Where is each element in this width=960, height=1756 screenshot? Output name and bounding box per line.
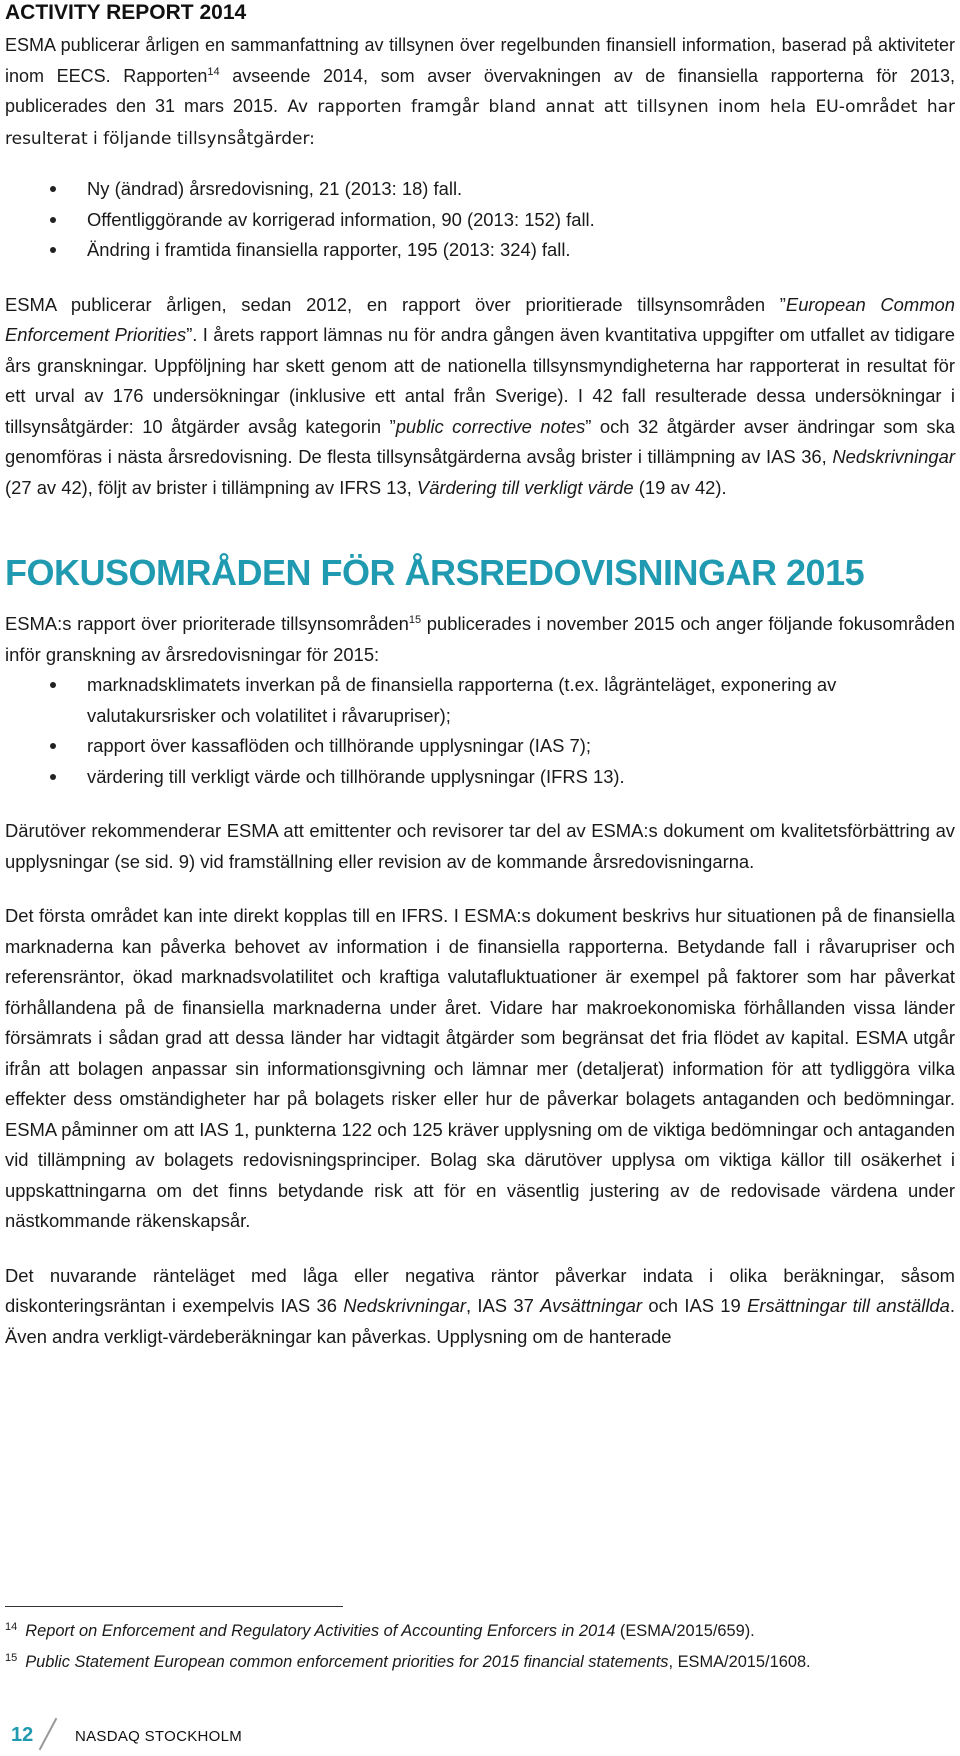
list-item: marknadsklimatets inverkan på de finansiella rapporterna (t.ex. lågränteläget, exponering av valutakursrisker och volatilitet i råvarupriser); <box>5 670 955 731</box>
focus-intro-paragraph: ESMA:s rapport över prioriterade tillsynsområden$^{15}$ publicerades i november 2015 och anger följande fokusområden inför granskning av årsredovisningar för 2015: <box>5 613 955 665</box>
activity-report-heading: ACTIVITY REPORT 2014 <box>5 1 247 24</box>
page-number: 12 <box>11 1724 34 1746</box>
list-item: Offentliggörande av korrigerad information, 90 (2013: 152) fall. <box>5 205 955 236</box>
list-item: värdering till verkligt värde och tillhörande upplysningar (IFRS 13). <box>5 762 955 793</box>
para1-text-a: ESMA publicerar årligen en sammanfattning av tillsynen över regelbunden finansiell information, baserad på aktiviteter inom EECS. Rapporten <box>5 35 955 86</box>
recommendation-paragraph: Därutöver rekommenderar ESMA att emittenter och revisorer tar del av ESMA:s dokument om kvalitetsförbättring av upplysningar (se sid. 9) vid framställning eller revision av de kommande årsredovisningarna. <box>5 820 955 872</box>
bullet-icon <box>50 743 56 749</box>
footnote-15: $^{15}$ Public Statement European common enforcement priorities for 2015 financial statements, ESMA/2015/1608. <box>5 1651 811 1671</box>
enforcement-measures-list <box>5 174 955 266</box>
market-climate-paragraph: Det första området kan inte direkt kopplas till en IFRS. I ESMA:s dokument beskrivs hur situationen på de finansiella marknaderna kan påverka behovet av information i de finansiella rapporterna. Betydande fall i råvarupriser och referensräntor, ökad marknadsvolatilitet och kraftiga valutafluktuationer är exempel på faktorer som har påverkat förhållandena på de finansiella marknaderna under året. Vidare har makroekonomiska förhållanden vissa länder försämrats i sådan grad att dessa länder har vidtagit åtgärder som begränsat det fria flödet av kapital. ESMA utgår ifrån att bolagen anpassar sin informationsgivning och lämnar mer (detaljerat) information för att tydliggöra vilka effekter dess omständigheter har på bolagets risker eller hur de påverkar bolagets antaganden och bedömningar. ESMA påminner om att IAS 1, punkterna 122 och 125 kräver upplysning om de viktiga bedömningar och antaganden vid tillämpning av bolagets redovisningsprinciper. Bolag ska därutöver upplysa om viktiga källor till osäkerhet i uppskattningarna om det finns betydande risk att för en väsentlig justering av de redovisade värdena under nästkommande räkenskapsår. <box>5 905 955 1231</box>
bullet-icon <box>50 774 56 780</box>
footnote-ref-15[interactable]: 15 <box>408 613 422 626</box>
page-footer <box>5 1712 405 1752</box>
list-item: rapport över kassaflöden och tillhörande upplysningar (IAS 7); <box>5 731 955 762</box>
bullet-icon <box>50 247 56 253</box>
para1-text-c: Av rapporten framgår bland annat att tillsynen inom hela EU-området har resulterat i följande tillsynsåtgärder: <box>5 97 955 149</box>
focus-areas-list <box>5 670 955 792</box>
slash-divider-icon <box>39 1718 58 1751</box>
priorities-paragraph: ESMA publicerar årligen, sedan 2012, en rapport över prioritierade tillsynsområden ”European Common Enforcement Priorities”. I årets rapport lämnas nu för andra gången även kvantitativa uppgifter om utfallet av tidigare års granskningar. Uppföljning har skett genom att de nationella tillsynsmyndigheterna har rapporterat in resultat för ett urval av 176 undersökningar (inklusive ett antal från Sverige). I 42 fall resulterade dessa undersökningar i tillsynsåtgärder: 10 åtgärder avsåg kategorin ”public corrective notes” och 32 åtgärder avser ändringar som ska genomföras i nästa årsredovisning. De flesta tillsynsåtgärderna avsåg brister i tillämpning av IAS 36, Nedskrivningar (27 av 42), följt av brister i tillämpning av IFRS 13, Värdering till verkligt värde (19 av 42). <box>5 293 955 498</box>
focus-areas-title: FOKUSOMRÅDEN FÖR ÅRSREDOVISNINGAR 2015 <box>5 552 865 593</box>
footnote-14: $^{14}$ Report on Enforcement and Regulatory Activities of Accounting Enforcers in 2014 (ESMA/2015/659). <box>5 1620 755 1640</box>
para1-text-b: avseende 2014, som avser övervakningen av de finansiella rapporterna för 2013, publicerades den 31 mars 2015. <box>5 65 956 116</box>
footnote-divider <box>5 1606 343 1607</box>
bullet-icon <box>50 682 56 688</box>
document-page <box>5 0 955 1352</box>
footnotes <box>5 1616 955 1678</box>
bullet-icon <box>50 186 56 192</box>
footer-brand: NASDAQ STOCKHOLM <box>75 1728 243 1745</box>
footnote-ref-14[interactable]: 14 <box>207 65 220 78</box>
activity-report-paragraph <box>5 30 955 154</box>
list-item: Ny (ändrad) årsredovisning, 21 (2013: 18) fall. <box>5 174 955 205</box>
bullet-icon <box>50 217 56 223</box>
interest-rate-paragraph: Det nuvarande ränteläget med låga eller negativa räntor påverkar indata i olika beräkningar, såsom diskonteringsräntan i exempelvis IAS 36 Nedskrivningar, IAS 37 Avsättningar och IAS 19 Ersättningar till anställda. Även andra verkligt-värdeberäkningar kan påverkas. Upplysning om de hanterade <box>5 1264 956 1347</box>
list-item: Ändring i framtida finansiella rapporter, 195 (2013: 324) fall. <box>5 235 955 266</box>
